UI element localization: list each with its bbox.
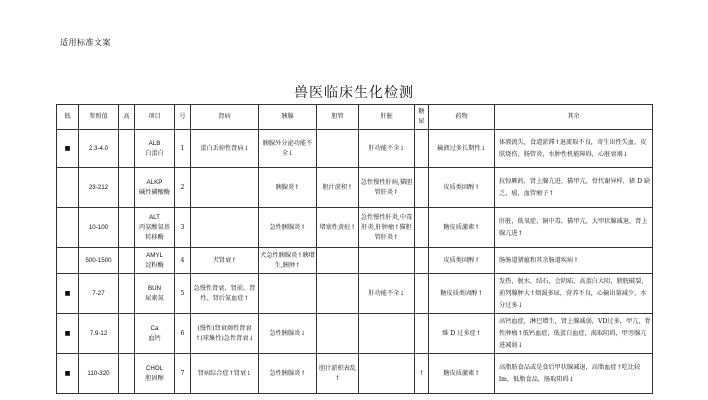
cell-liver: 肝功能不全↓ bbox=[359, 130, 415, 168]
cell-number: 3 bbox=[175, 208, 191, 248]
cell-item bbox=[135, 274, 175, 314]
cell-number: 1 bbox=[175, 130, 191, 168]
cell-liver: 急性慢性肝炎,中毒肝炎,肝肿瘤↑猫胆管肝炎↑ bbox=[359, 208, 415, 248]
col-header-reference: 参照值 bbox=[79, 105, 119, 130]
cell-high bbox=[119, 168, 135, 208]
cell-kidney: 犬肾衰↑ bbox=[191, 248, 259, 274]
col-header-high: 高 bbox=[119, 105, 135, 130]
cell-diabetes bbox=[415, 208, 429, 248]
item-name: 白蛋白 bbox=[145, 149, 164, 157]
cell-diabetes bbox=[415, 248, 429, 274]
col-header-item: 项目 bbox=[135, 105, 175, 130]
cell-liver: 肝功能不全↓ bbox=[359, 274, 415, 314]
item-name: 尿素氮 bbox=[145, 294, 164, 302]
cell-low bbox=[57, 248, 79, 274]
document-title: 兽医临床生化检测 bbox=[294, 85, 414, 101]
col-header-liver: 肝脏 bbox=[359, 105, 415, 130]
cell-reference: 7-27 bbox=[79, 274, 119, 314]
cell-other: 高钙血症，淋巴增生，肾上腺减弱，VD过多，甲亢，骨性肿瘤↑低钙血症，低蛋白血症，渴取阻碍，甲旁腺亢进减弱↓ bbox=[495, 314, 653, 354]
item-code: AMYL bbox=[146, 251, 163, 259]
col-header-drug: 药物 bbox=[429, 105, 495, 130]
cell-kidney: (慢性)肾衰竭性肾衰↑(球集性)急性肾衰↓ bbox=[191, 314, 259, 354]
cell-low bbox=[57, 168, 79, 208]
cell-kidney bbox=[191, 168, 259, 208]
item-code: ALT bbox=[149, 213, 160, 221]
item-name: 丙氨酸氨基转移酶 bbox=[139, 223, 170, 241]
cell-bile bbox=[317, 130, 359, 168]
cell-drug: 糖皮质类固醇↑ bbox=[429, 274, 495, 314]
cell-other: 发热，脱水，结石，会阴疝，高蛋白大阻，膀胱破裂，前列腺肿大↑烦渴多尿，营养不良，心输出量减少，水分过多↓ bbox=[495, 274, 653, 314]
cell-item bbox=[135, 168, 175, 208]
col-header-number: 号 bbox=[175, 105, 191, 130]
cell-reference: 10-100 bbox=[79, 208, 119, 248]
cell-low: ■ bbox=[57, 130, 79, 168]
cell-other: 体液流失，食道淤滞↑退流取不良，寄生出性失血，皮肤烧伤，肠管炎，水肿性机能障碍，心脏衰竭↓ bbox=[495, 130, 653, 168]
cell-number: 4 bbox=[175, 248, 191, 274]
cell-number: 6 bbox=[175, 314, 191, 354]
col-header-pancreas: 胰腺 bbox=[259, 105, 317, 130]
cell-pancreas: 犬急性胰腺炎↑胰增生,胰肿↑ bbox=[259, 248, 317, 274]
table-row bbox=[57, 130, 653, 168]
cell-high bbox=[119, 248, 135, 274]
cell-number: 5 bbox=[175, 274, 191, 314]
cell-pancreas: 急性胰腺炎↓ bbox=[259, 314, 317, 354]
col-header-bile: 胆管 bbox=[317, 105, 359, 130]
cell-pancreas bbox=[259, 274, 317, 314]
cell-item bbox=[135, 354, 175, 394]
cell-diabetes bbox=[415, 168, 429, 208]
table-row bbox=[57, 354, 653, 394]
cell-bile bbox=[317, 248, 359, 274]
item-name: 胆固醇 bbox=[145, 374, 164, 382]
table-row bbox=[57, 274, 653, 314]
item-code: CHOL bbox=[145, 364, 164, 372]
cell-kidney: 蛋白丢掉性肾病↓ bbox=[191, 130, 259, 168]
cell-number: 2 bbox=[175, 168, 191, 208]
item-code: BUN bbox=[147, 284, 162, 292]
col-header-diabetes: 糖尿 bbox=[415, 105, 429, 130]
header-row bbox=[57, 105, 653, 130]
item-name: 碱性磷酸酶 bbox=[139, 188, 170, 196]
cell-pancreas: 胰腺外分泌功能不全↓ bbox=[259, 130, 317, 168]
cell-diabetes bbox=[415, 274, 429, 314]
table-row bbox=[57, 248, 653, 274]
cell-reference: 23-212 bbox=[79, 168, 119, 208]
cell-drug: 皮质类固醇↑ bbox=[429, 248, 495, 274]
cell-high bbox=[119, 354, 135, 394]
cell-diabetes: ↑ bbox=[415, 354, 429, 394]
col-header-kidney: 肾病 bbox=[191, 105, 259, 130]
cell-low: ■ bbox=[57, 314, 79, 354]
cell-drug: 皮质类固醇↑ bbox=[429, 168, 495, 208]
cell-reference: 2.3-4.0 bbox=[79, 130, 119, 168]
cell-other: 肠肠道猪瘟和其余肠道疾病↑ bbox=[495, 248, 653, 274]
cell-diabetes bbox=[415, 130, 429, 168]
page-header: 适用标准文案 bbox=[60, 38, 111, 47]
cell-high bbox=[119, 314, 135, 354]
cell-reference: 110-320 bbox=[79, 354, 119, 394]
cell-pancreas: 急性胰腺炎↑ bbox=[259, 354, 317, 394]
cell-other: 高脂肪食品或是食后甲状腺减退，高脂血症↑吃比较 lm，低脂食品，肠取阻碍↓ bbox=[495, 354, 653, 394]
cell-kidney: 肾病综合症↑肾衰↓ bbox=[191, 354, 259, 394]
item-name: 血钙 bbox=[148, 334, 161, 342]
cell-bile: 胆汁淤积表乱↑ bbox=[317, 354, 359, 394]
cell-item bbox=[135, 130, 175, 168]
cell-high bbox=[119, 130, 135, 168]
cell-reference: 500-1500 bbox=[79, 248, 119, 274]
item-code: ALB bbox=[148, 139, 161, 147]
cell-low bbox=[57, 208, 79, 248]
table-row bbox=[57, 314, 653, 354]
item-code: Ca bbox=[150, 324, 159, 332]
cell-other: 抗惊厥药，肾上腺亢进，猫甲亢，骨代谢异样，猪 D 缺乏，癌，血管瘤子↑ bbox=[495, 168, 653, 208]
cell-reference: 7.9-12 bbox=[79, 314, 119, 354]
cell-drug: 输液过多长期性↓ bbox=[429, 130, 495, 168]
cell-low: ■ bbox=[57, 274, 79, 314]
cell-liver bbox=[359, 354, 415, 394]
cell-diabetes bbox=[415, 314, 429, 354]
cell-high bbox=[119, 274, 135, 314]
col-header-low: 低 bbox=[57, 105, 79, 130]
cell-bile bbox=[317, 274, 359, 314]
cell-drug: 糖皮质激素↑ bbox=[429, 354, 495, 394]
table-row bbox=[57, 168, 653, 208]
cell-item bbox=[135, 314, 175, 354]
biochemistry-table bbox=[56, 104, 653, 394]
cell-bile: 堵塞性黄疸↑ bbox=[317, 208, 359, 248]
cell-liver bbox=[359, 248, 415, 274]
cell-low: ■ bbox=[57, 354, 79, 394]
cell-bile bbox=[317, 314, 359, 354]
cell-item bbox=[135, 208, 175, 248]
col-header-other: 其余 bbox=[495, 105, 653, 130]
cell-pancreas: 胰腺炎↑ bbox=[259, 168, 317, 208]
cell-high bbox=[119, 208, 135, 248]
item-code: ALKP bbox=[146, 178, 163, 186]
cell-liver: 急性慢性肝病,猫胆管肝炎↑ bbox=[359, 168, 415, 208]
cell-other: 肝脏，低氧症，铜中毒，猫甲亢，大甲状腺减退，肾上腺亢进↑ bbox=[495, 208, 653, 248]
cell-kidney: 急慢性肾衰，肾前、肾性、肾后氮血症↑ bbox=[191, 274, 259, 314]
cell-bile: 胆汁淤积↑ bbox=[317, 168, 359, 208]
cell-item bbox=[135, 248, 175, 274]
cell-drug: 维 D 过多症↑ bbox=[429, 314, 495, 354]
cell-kidney bbox=[191, 208, 259, 248]
cell-liver bbox=[359, 314, 415, 354]
item-name: 淀粉酶 bbox=[145, 261, 164, 269]
table-row bbox=[57, 208, 653, 248]
cell-number: 7 bbox=[175, 354, 191, 394]
cell-pancreas: 急性胰腺炎↑ bbox=[259, 208, 317, 248]
cell-drug: 糖皮质激素↑ bbox=[429, 208, 495, 248]
